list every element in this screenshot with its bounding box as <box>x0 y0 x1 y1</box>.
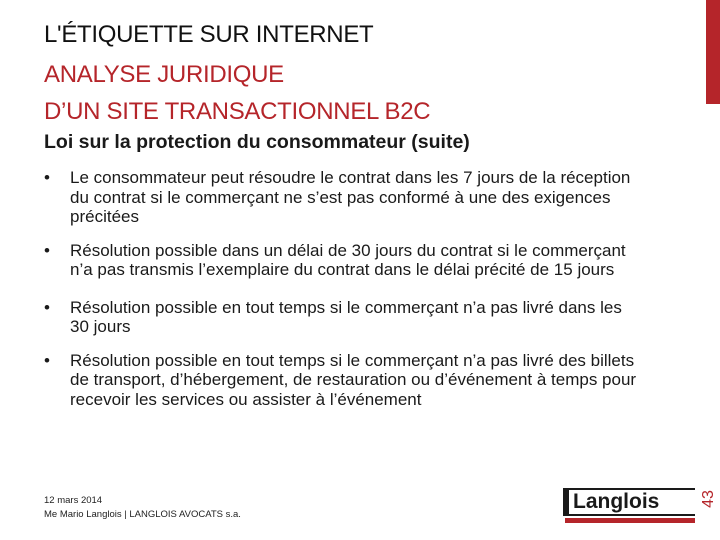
page-number-text: 43 <box>700 490 717 508</box>
slide-title-line-2: ANALYSE JURIDIQUE <box>44 61 284 88</box>
list-item-text: Résolution possible en tout temps si le commerçant n’a pas livré des billets de transport, d’hébergement, de restauration ou d’événement à temps pour recevoir les services ou assister à l’événement <box>70 350 637 409</box>
list-item <box>44 241 644 280</box>
slide-title: L'ÉTIQUETTE SUR INTERNET <box>44 21 374 48</box>
footer-date: 12 mars 2014 <box>44 495 103 506</box>
list-item-text: Résolution possible dans un délai de 30 jours du contrat si le commerçant n’a pas transmis l’exemplaire du contrat dans le délai précité de 15 jours <box>70 240 626 279</box>
slide-subtitle: Loi sur la protection du consommateur (suite) <box>44 131 470 153</box>
list-item <box>44 168 644 227</box>
page-number <box>700 470 718 528</box>
bullet-icon: • <box>44 168 50 187</box>
company-logo <box>563 488 697 524</box>
bullet-icon: • <box>44 350 50 370</box>
bullet-list <box>44 168 644 423</box>
list-item-text: Résolution possible en tout temps si le commerçant n’a pas livré dans les 30 jours <box>70 297 622 336</box>
accent-bar <box>706 0 720 104</box>
bullet-icon: • <box>44 297 50 317</box>
list-item <box>44 298 644 337</box>
logo-underline <box>565 518 695 523</box>
slide-title-line-3: D’UN SITE TRANSACTIONNEL B2C <box>44 98 431 125</box>
list-item-text: Le consommateur peut résoudre le contrat dans les 7 jours de la réception du contrat si le commerçant ne s’est pas conformé à une des exigences précitées <box>70 168 631 226</box>
logo-text: Langlois <box>573 490 660 513</box>
footer-author: Me Mario Langlois | LANGLOIS AVOCATS s.a. <box>44 509 241 520</box>
list-item <box>44 351 644 410</box>
bullet-icon: • <box>44 240 50 260</box>
